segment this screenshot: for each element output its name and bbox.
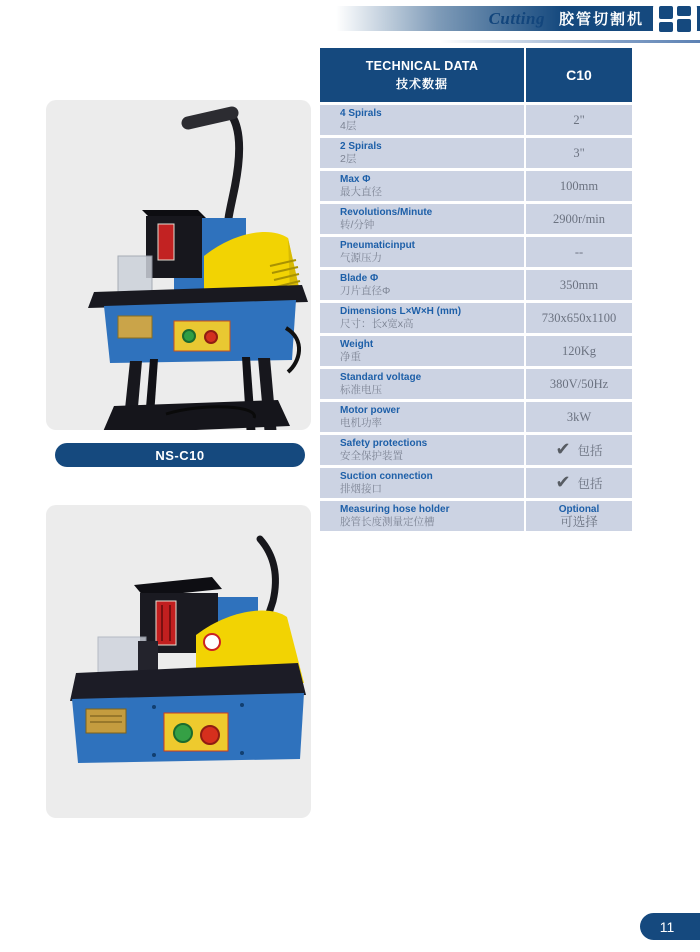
product-photo-bottom <box>46 505 311 818</box>
spec-label-zh: 标准电压 <box>340 384 382 396</box>
spec-label-zh: 最大直径 <box>340 186 382 198</box>
spec-value-cell <box>526 501 632 531</box>
spec-label-en: 2 Spirals <box>340 141 382 152</box>
spec-value-cell <box>526 204 632 234</box>
spec-value-cell <box>526 336 632 366</box>
spec-label-cell <box>320 468 524 498</box>
spec-value: -- <box>574 244 584 259</box>
spec-label-zh: 4层 <box>340 120 357 132</box>
table-row <box>320 138 632 168</box>
spec-value-cell <box>526 270 632 300</box>
spec-label-cell <box>320 435 524 465</box>
spec-label-en: Motor power <box>340 405 400 416</box>
spec-value: 120Kg <box>561 343 597 358</box>
spec-label-cell <box>320 369 524 399</box>
spec-table-title-zh: 技术数据 <box>395 76 448 91</box>
spec-value-cell <box>526 303 632 333</box>
table-row <box>320 303 632 333</box>
spec-label-zh: 气源压力 <box>340 252 382 264</box>
spec-table-model-cell <box>526 48 632 102</box>
spec-value: 包括 <box>577 477 603 491</box>
page-number-tab: 11 <box>640 913 700 940</box>
spec-label-zh: 转/分钟 <box>340 219 375 231</box>
model-name: C10 <box>566 67 592 83</box>
table-row <box>320 237 632 267</box>
spec-label-cell <box>320 171 524 201</box>
spec-label-en: 4 Spirals <box>340 108 382 119</box>
table-row <box>320 336 632 366</box>
table-row <box>320 171 632 201</box>
check-icon: ✔ <box>555 439 571 460</box>
spec-value-cell <box>526 105 632 135</box>
spec-value-cell <box>526 402 632 432</box>
spec-label-zh: 安全保护装置 <box>340 450 403 462</box>
spec-table-title <box>320 48 524 102</box>
spec-table-header <box>320 48 632 102</box>
spec-label-en: Standard voltage <box>340 372 422 383</box>
spec-value: 3kW <box>566 409 592 424</box>
spec-value: 730x650x1100 <box>541 310 617 325</box>
table-row <box>320 435 632 465</box>
spec-value: 2" <box>573 112 585 127</box>
machine-illustration-closeup <box>46 505 311 818</box>
spec-label-cell <box>320 501 524 531</box>
table-row <box>320 270 632 300</box>
spec-label-cell <box>320 336 524 366</box>
spec-label-en: Weight <box>340 339 374 350</box>
spec-label-zh: 排烟接口 <box>340 483 382 495</box>
header-bar <box>336 6 700 31</box>
spec-value-cell <box>526 435 632 465</box>
brand-logo-icon <box>653 1 697 37</box>
logo-bar-right <box>677 6 691 32</box>
logo-bar-left <box>659 6 673 32</box>
section-title-zh: 胶管切割机 <box>558 11 644 28</box>
spec-value: 2900r/min <box>552 211 606 226</box>
table-row <box>320 369 632 399</box>
spec-value-cell <box>526 237 632 267</box>
spec-label-cell <box>320 270 524 300</box>
spec-label-cell <box>320 204 524 234</box>
spec-label-zh: 尺寸：长x宽x高 <box>340 318 414 330</box>
table-row <box>320 204 632 234</box>
spec-label-cell <box>320 237 524 267</box>
spec-label-zh: 电机功率 <box>340 417 382 429</box>
spec-label-en: Safety protections <box>340 438 428 449</box>
spec-label-cell <box>320 402 524 432</box>
table-row <box>320 501 632 531</box>
spec-label-en: Suction connection <box>340 471 433 482</box>
machine-illustration-full <box>46 100 311 430</box>
spec-value: 100mm <box>559 178 599 193</box>
spec-label-en: Blade Φ <box>340 273 379 284</box>
header-underline <box>440 40 700 43</box>
spec-label-zh: 刀片直径Φ <box>340 285 391 297</box>
spec-label-en: Pneumaticinput <box>340 240 416 251</box>
model-badge: NS-C10 <box>55 443 305 467</box>
spec-label-cell <box>320 105 524 135</box>
spec-label-cell <box>320 303 524 333</box>
spec-label-zh: 胶管长度测量定位槽 <box>340 516 435 528</box>
spec-label-zh: 净重 <box>340 351 361 363</box>
spec-value-cell <box>526 171 632 201</box>
table-row <box>320 468 632 498</box>
spec-value: 350mm <box>559 277 599 292</box>
table-row <box>320 402 632 432</box>
spec-value: 可选择 <box>560 515 598 529</box>
spec-label-en: Dimensions L×W×H (mm) <box>340 306 462 317</box>
spec-label-zh: 2层 <box>340 153 357 165</box>
spec-label-cell <box>320 138 524 168</box>
spec-value: 380V/50Hz <box>549 376 609 391</box>
spec-value-cell <box>526 138 632 168</box>
spec-value-cell <box>526 369 632 399</box>
spec-table-title-en: TECHNICAL DATA <box>365 58 479 73</box>
product-photo-top <box>46 100 311 430</box>
spec-value-cell <box>526 468 632 498</box>
spec-table <box>320 48 632 531</box>
spec-value-en: Optional <box>558 504 600 515</box>
section-title-en: Cutting <box>488 8 545 28</box>
table-row <box>320 105 632 135</box>
spec-table-body <box>320 105 632 531</box>
spec-value: 包括 <box>577 444 603 458</box>
spec-label-en: Max Φ <box>340 174 371 185</box>
spec-label-en: Measuring hose holder <box>340 504 450 515</box>
spec-label-en: Revolutions/Minute <box>340 207 433 218</box>
check-icon: ✔ <box>555 472 571 493</box>
spec-value: 3" <box>573 145 585 160</box>
